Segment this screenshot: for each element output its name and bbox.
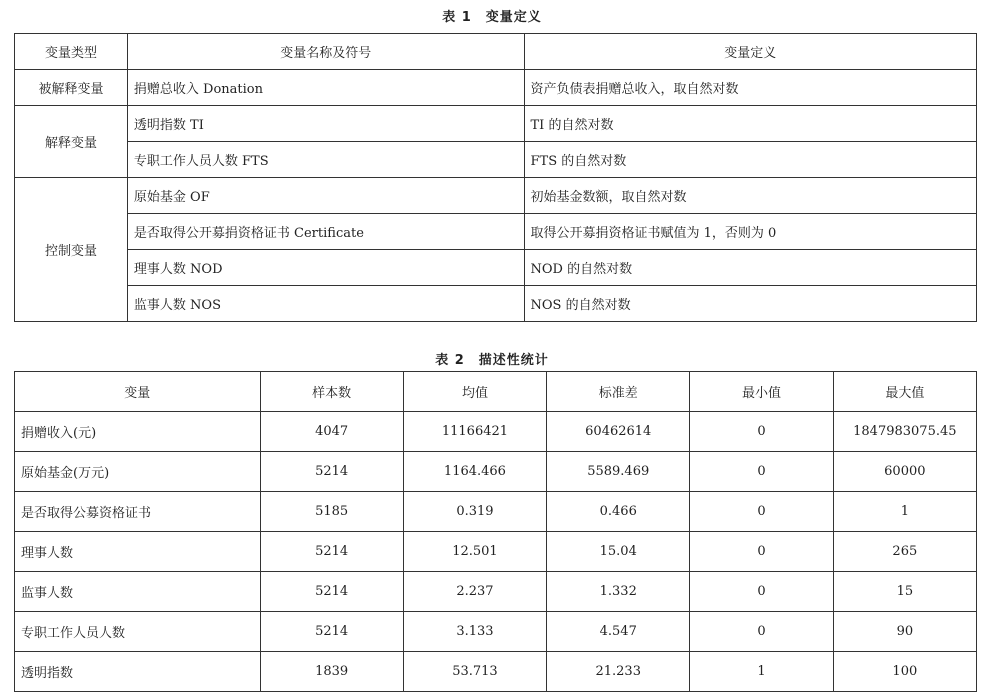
variable-cell: 是否取得公募资格证书 bbox=[15, 492, 261, 532]
sample-count-cell: 5214 bbox=[260, 612, 403, 652]
variable-cell: 透明指数 bbox=[15, 652, 261, 692]
sample-count-cell: 5185 bbox=[260, 492, 403, 532]
variable-cell: 原始基金(万元) bbox=[15, 452, 261, 492]
mean-cell: 0.319 bbox=[403, 492, 546, 532]
sample-count-cell: 1839 bbox=[260, 652, 403, 692]
variable-name-cell: 监事人数 NOS bbox=[127, 286, 524, 322]
min-cell: 0 bbox=[690, 612, 833, 652]
mean-cell: 53.713 bbox=[403, 652, 546, 692]
variable-cell: 理事人数 bbox=[15, 532, 261, 572]
max-cell: 100 bbox=[833, 652, 976, 692]
table-row bbox=[15, 652, 977, 692]
sample-count-cell: 5214 bbox=[260, 572, 403, 612]
min-cell: 0 bbox=[690, 572, 833, 612]
table-row bbox=[15, 532, 977, 572]
table-row bbox=[15, 412, 977, 452]
variable-name-cell: 是否取得公开募捐资格证书 Certificate bbox=[127, 214, 524, 250]
std-dev-cell: 5589.469 bbox=[547, 452, 690, 492]
variable-definition-cell: FTS 的自然对数 bbox=[524, 142, 977, 178]
variable-definition-cell: TI 的自然对数 bbox=[524, 106, 977, 142]
descriptive-statistics-table bbox=[14, 371, 977, 692]
min-cell: 0 bbox=[690, 492, 833, 532]
variable-type-cell: 控制变量 bbox=[15, 178, 128, 322]
table-row bbox=[15, 214, 977, 250]
std-dev-cell: 60462614 bbox=[547, 412, 690, 452]
variable-name-cell: 透明指数 TI bbox=[127, 106, 524, 142]
header-cell: 样本数 bbox=[260, 372, 403, 412]
std-dev-cell: 0.466 bbox=[547, 492, 690, 532]
table-row bbox=[15, 178, 977, 214]
header-cell: 变量定义 bbox=[524, 34, 977, 70]
header-cell: 最小值 bbox=[690, 372, 833, 412]
table-row bbox=[15, 452, 977, 492]
sample-count-cell: 5214 bbox=[260, 532, 403, 572]
table-row bbox=[15, 612, 977, 652]
max-cell: 1847983075.45 bbox=[833, 412, 976, 452]
mean-cell: 2.237 bbox=[403, 572, 546, 612]
header-cell: 变量名称及符号 bbox=[127, 34, 524, 70]
variable-definition-table bbox=[14, 33, 977, 322]
variable-name-cell: 原始基金 OF bbox=[127, 178, 524, 214]
variable-type-cell: 被解释变量 bbox=[15, 70, 128, 106]
table-row bbox=[15, 142, 977, 178]
variable-cell: 专职工作人员人数 bbox=[15, 612, 261, 652]
table-row bbox=[15, 70, 977, 106]
variable-definition-cell: NOD 的自然对数 bbox=[524, 250, 977, 286]
max-cell: 60000 bbox=[833, 452, 976, 492]
min-cell: 0 bbox=[690, 412, 833, 452]
max-cell: 265 bbox=[833, 532, 976, 572]
variable-definition-cell: 资产负债表捐赠总收入，取自然对数 bbox=[524, 70, 977, 106]
max-cell: 15 bbox=[833, 572, 976, 612]
header-cell: 均值 bbox=[403, 372, 546, 412]
table-header-row bbox=[15, 372, 977, 412]
std-dev-cell: 1.332 bbox=[547, 572, 690, 612]
header-cell: 标准差 bbox=[547, 372, 690, 412]
variable-name-cell: 理事人数 NOD bbox=[127, 250, 524, 286]
min-cell: 0 bbox=[690, 452, 833, 492]
variable-type-cell: 解释变量 bbox=[15, 106, 128, 178]
header-cell: 变量类型 bbox=[15, 34, 128, 70]
table-row bbox=[15, 572, 977, 612]
variable-definition-cell: 初始基金数额，取自然对数 bbox=[524, 178, 977, 214]
mean-cell: 1164.466 bbox=[403, 452, 546, 492]
variable-name-cell: 捐赠总收入 Donation bbox=[127, 70, 524, 106]
mean-cell: 11166421 bbox=[403, 412, 546, 452]
sample-count-cell: 5214 bbox=[260, 452, 403, 492]
table-header-row bbox=[15, 34, 977, 70]
variable-definition-cell: NOS 的自然对数 bbox=[524, 286, 977, 322]
header-cell: 最大值 bbox=[833, 372, 976, 412]
variable-name-cell: 专职工作人员人数 FTS bbox=[127, 142, 524, 178]
mean-cell: 12.501 bbox=[403, 532, 546, 572]
min-cell: 1 bbox=[690, 652, 833, 692]
table2-caption: 表 2 描述性统计 bbox=[435, 353, 549, 368]
variable-cell: 捐赠收入(元) bbox=[15, 412, 261, 452]
sample-count-cell: 4047 bbox=[260, 412, 403, 452]
max-cell: 1 bbox=[833, 492, 976, 532]
min-cell: 0 bbox=[690, 532, 833, 572]
variable-cell: 监事人数 bbox=[15, 572, 261, 612]
table-row bbox=[15, 250, 977, 286]
max-cell: 90 bbox=[833, 612, 976, 652]
std-dev-cell: 4.547 bbox=[547, 612, 690, 652]
std-dev-cell: 21.233 bbox=[547, 652, 690, 692]
std-dev-cell: 15.04 bbox=[547, 532, 690, 572]
table2-body bbox=[15, 412, 977, 692]
table-row bbox=[15, 492, 977, 532]
table-row bbox=[15, 106, 977, 142]
mean-cell: 3.133 bbox=[403, 612, 546, 652]
variable-definition-cell: 取得公开募捐资格证书赋值为 1，否则为 0 bbox=[524, 214, 977, 250]
table1-caption: 表 1 变量定义 bbox=[442, 10, 542, 25]
header-cell: 变量 bbox=[15, 372, 261, 412]
table-row bbox=[15, 286, 977, 322]
